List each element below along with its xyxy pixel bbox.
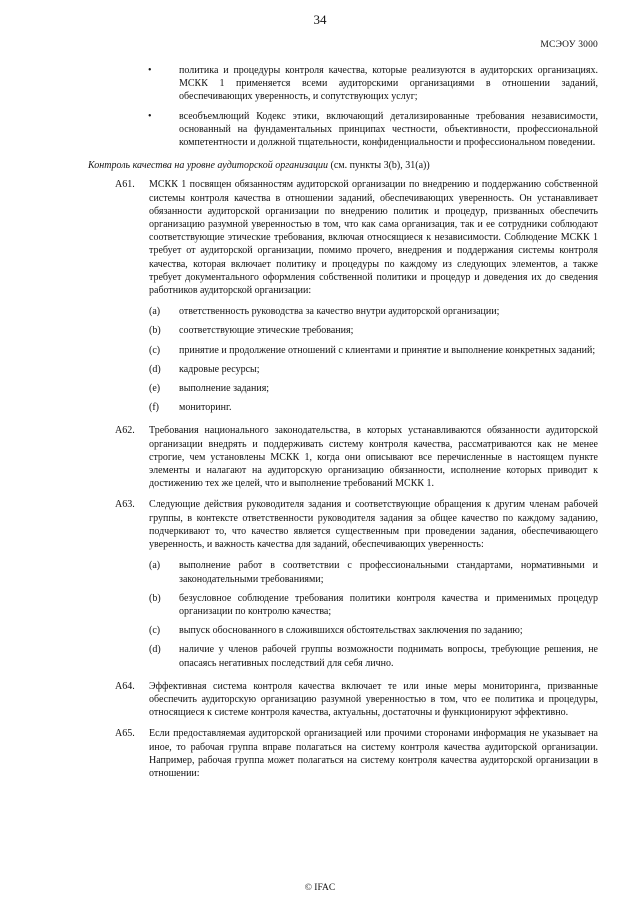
list-label: (d) [149,363,161,375]
paragraph-number: A61. [115,179,135,191]
bullet-item [88,64,598,104]
list-label: (f) [149,402,159,414]
section-heading-ref: (см. пункты 3(b), 31(a)) [327,160,430,172]
list-label: (a) [149,306,161,318]
list-item [88,624,598,637]
paragraph-number: A63. [115,499,135,511]
list-item [88,643,598,669]
paragraph-text: Требования национального законодательства, в которых устанавливаются обязанности аудиторской организации внедрять и поддерживать систему контроля качества, рассматриваются как не менее строгие, чем установлены МСКК 1, когда они описывают все перечисленные в настоящем пункте элементы и налагают на аудиторскую организацию обязанности, исполнение которых приводит к достижению тех же целей, что и выполнение требований МСКК 1. [149,425,598,490]
list-text: выполнение работ в соответствии с профессиональными стандартами, нормативными и законодательными требованиями; [179,560,598,585]
section-heading-italic: Контроль качества на уровне аудиторской организации [88,160,328,172]
paragraph-number: A64. [115,680,135,692]
bullet-icon: • [148,110,152,122]
paragraph-text: Эффективная система контроля качества включает те или иные меры мониторинга, призванные обеспечить аудиторскую организацию разумной уверенностью в том, что ее политика и процедуры, относящиеся к системе контроля качества, актуальны, достаточны и функционируют эффективно. [149,680,598,719]
list-item [88,382,598,395]
list-text: соответствующие этические требования; [179,325,354,337]
paragraph-a63 [88,498,598,551]
footer-copyright: © IFAC [304,883,336,893]
list-label: (c) [149,344,161,356]
paragraph-a61 [88,178,598,297]
list-label: (a) [149,560,161,572]
list-item [88,324,598,337]
list-label: (b) [149,325,161,337]
page-content [88,64,598,788]
list-text: безусловное соблюдение требования политики контроля качества и применимых процедур организации по контролю качества; [179,592,598,617]
list-text: ответственность руководства за качество внутри аудиторской организации; [179,306,500,318]
list-item [88,344,598,357]
paragraph-text: МСКК 1 посвящен обязанностям аудиторской организации по внедрению и поддержанию собственной системы контроля качества в отношении заданий, обеспечивающих уверенность. Он устанавливает обязанности аудиторской организации по внедрению политик и процедур, призванных обеспечить организацию разумной уверенностью в том, что как сама организация, так и ее сотрудники соблюдают соответствующие этические требования, включая относящиеся к независимости. Соблюдение МСКК 1 требует от аудиторской организации, помимо прочего, внедрения и поддержания системы контроля качества, которая включает политику и процедуры по каждому из следующих элементов, а также требует документального оформления собственной политики и процедур и доведения их до сведения работников аудиторской организации: [149,179,598,297]
paragraph-number: A62. [115,425,135,437]
running-head: МСЭОУ 3000 [540,40,598,50]
list-text: наличие у членов рабочей группы возможности поднимать вопросы, требующие решения, не опасаясь негативных последствий для себя лично. [179,644,598,669]
list-text: кадровые ресурсы; [179,363,260,375]
list-label: (c) [149,625,161,637]
paragraph-a62 [88,424,598,490]
list-text: мониторинг. [179,402,232,414]
list-label: (b) [149,592,161,604]
list-text: выполнение задания; [179,383,270,395]
bullet-icon: • [148,65,152,76]
bullet-text: политика и процедуры контроля качества, которые реализуются в аудиторских организациях. МСКК 1 применяется всеми аудиторскими организациями в отношении заданий, обеспечивающих уверенность, и сопутствующих услуг; [179,65,598,103]
list-item [88,592,598,618]
list-item [88,401,598,414]
paragraph-a64 [88,680,598,720]
list-text: выпуск обоснованного в сложившихся обстоятельствах заключения по заданию; [179,625,523,637]
list-text: принятие и продолжение отношений с клиентами и принятие и выполнение конкретных заданий; [179,344,596,356]
list-item [88,559,598,585]
list-item [88,305,598,318]
paragraph-number: A65. [115,728,135,740]
paragraph-text: Если предоставляемая аудиторской организацией или прочими сторонами информация не указывает на иное, то рабочая группа вправе полагаться на систему контроля качества аудиторской организации. Например, рабочая группа может полагаться на систему контроля качества аудиторской организации в отношении: [149,728,598,779]
section-heading [88,159,598,172]
list-item [88,363,598,376]
paragraph-a65 [88,727,598,780]
paragraph-text: Следующие действия руководителя задания и соответствующие обращения к другим членам рабочей группы, в контексте ответственности руководителя задания за общее качество по каждому заданию, подчеркивают то, что качество является существенным при проведении задания, обеспечивающего уверенность, и важность качества для заданий, обеспечивающих уверенность: [149,499,598,551]
list-label: (d) [149,644,161,656]
bullet-item [88,110,598,150]
page-number: 34 [313,12,327,27]
list-label: (e) [149,383,161,395]
bullet-text: всеобъемлющий Кодекс этики, включающий детализированные требования независимости, основанный на фундаментальных принципах честности, объективности, профессиональной компетентности и должной тщательности, конфиденциальности и профессиональном поведении. [179,110,598,149]
